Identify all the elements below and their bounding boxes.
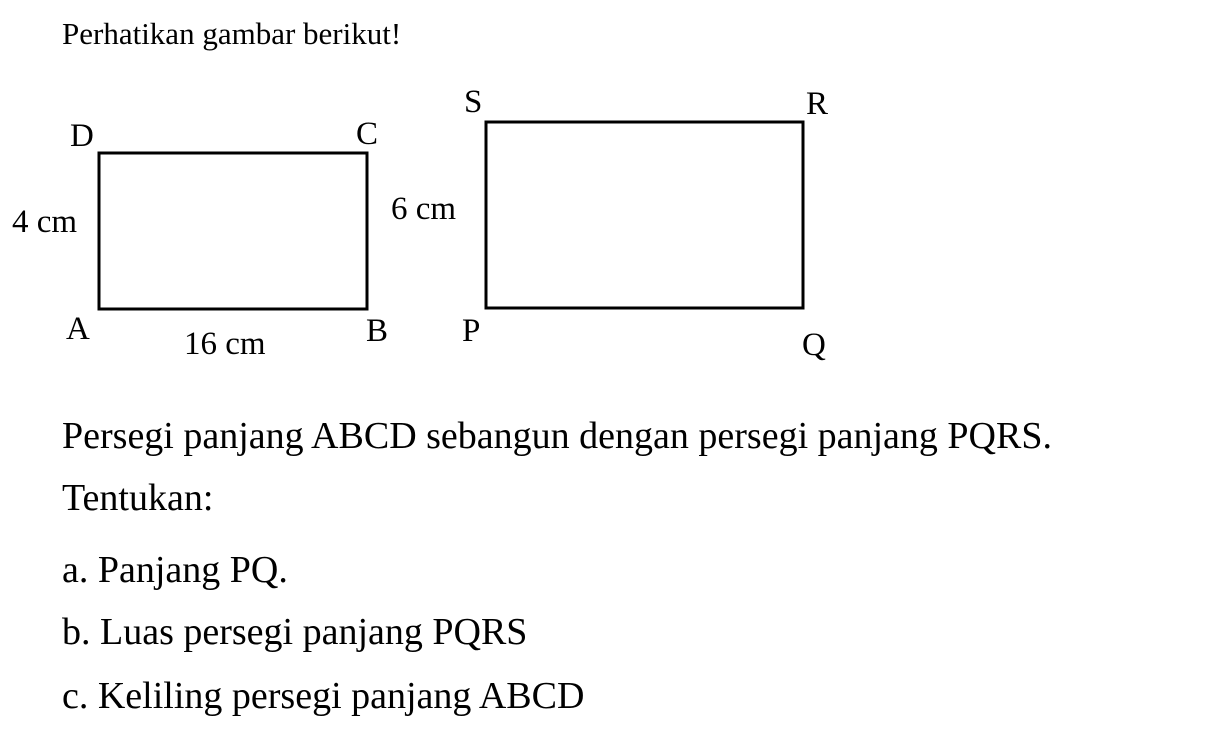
vertex-label-q: Q xyxy=(802,327,826,363)
task-intro: Tentukan: xyxy=(62,477,214,519)
vertex-label-r: R xyxy=(806,86,829,122)
vertex-label-p: P xyxy=(462,313,481,349)
rectangle-abcd-shape xyxy=(99,153,367,309)
vertex-label-b: B xyxy=(366,313,389,349)
side-label-ab: 16 cm xyxy=(184,326,266,362)
side-label-ad: 4 cm xyxy=(12,204,78,240)
question-c: c. Keliling persegi panjang ABCD xyxy=(62,675,585,717)
rectangle-abcd xyxy=(12,116,388,362)
vertex-label-a: A xyxy=(66,311,90,347)
vertex-label-s: S xyxy=(464,84,483,120)
vertex-label-c: C xyxy=(356,116,379,152)
rectangle-pqrs xyxy=(391,84,828,363)
question-b: b. Luas persegi panjang PQRS xyxy=(62,611,528,653)
side-label-ps: 6 cm xyxy=(391,191,457,227)
question-a: a. Panjang PQ. xyxy=(62,549,288,591)
rectangle-pqrs-shape xyxy=(486,122,803,308)
problem-statement: Persegi panjang ABCD sebangun dengan persegi panjang PQRS. xyxy=(62,415,1052,457)
vertex-label-d: D xyxy=(70,118,94,154)
intro-text: Perhatikan gambar berikut! xyxy=(62,16,402,51)
